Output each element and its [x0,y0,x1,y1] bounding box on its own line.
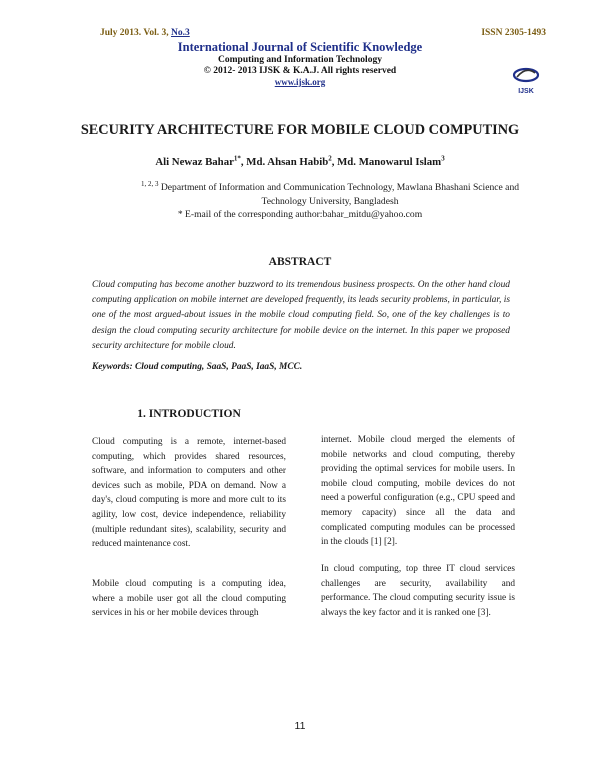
issn: ISSN 2305-1493 [481,28,546,38]
paper-title: SECURITY ARCHITECTURE FOR MOBILE CLOUD COMPUTING [80,122,520,138]
issue-info [100,28,190,38]
page-number: 11 [294,720,306,732]
paragraph [92,577,286,621]
logo-text: IJSK [518,88,534,95]
issue-prefix: July 2013. Vol. 3, [100,28,172,38]
author-1: Ali Newaz Bahar [155,156,234,168]
paragraph [321,433,515,550]
issue-number-link[interactable]: No.3 [171,28,190,38]
affiliation [120,181,540,209]
journal-logo-icon [508,64,544,96]
author-3: , Md. Manowarul Islam [331,156,442,168]
paragraph-text: Cloud computing is a remote, internet-based computing, which provides shared resources, software, and information to computers and other devices such as mobile, PDA on demand. Now a day's, cloud computing is more and more cult to its agility, low cost, device independence, reliability (multiple redundant sites), scalability, security and reduced maintenance cost. [92,437,286,550]
affiliation-marks: 1, 2, 3 [140,179,159,188]
journal-logo [508,64,544,96]
author-2-mark: 2 [328,154,332,163]
corresponding-email: * E-mail of the corresponding author:bahar_mitdu@yahoo.com [177,209,423,220]
paragraph [321,562,515,620]
journal-subtitle: Computing and Information Technology [218,55,382,65]
author-1-mark: 1* [233,154,241,163]
keywords: Keywords: Cloud computing, SaaS, PaaS, IaaS, MCC. [92,362,303,372]
paragraph-text: internet. Mobile cloud merged the elements of mobile networks and cloud computing, thereby providing the optimal services for mobile users. In mobile cloud computing, mobile devices do not need a powerful configuration (e.g., CPU speed and memory capacity) since all the data and complicated computing modules can be processed in the clouds [1] [2]. [321,435,515,548]
author-list [60,156,540,168]
journal-url-link[interactable]: www.ijsk.org [274,77,326,87]
section-heading-introduction: 1. INTRODUCTION [137,408,241,420]
author-2: , Md. Ahsan Habib [240,156,329,168]
abstract-text: Cloud computing has become another buzzword to its tremendous business prospects. On the other hand cloud computing application on mobile internet are developed frequently, its leads security problems, in particular, is one of the most argued-about issues in the mobile cloud computing field. So, one of the key challenges is to design the cloud computing security architecture for mobile device on the internet. In this paper we proposed security architecture for mobile cloud. [92,280,510,351]
paragraph-text: Mobile cloud computing is a computing idea, where a mobile user got all the cloud computing services in his or her mobile devices through [92,579,286,619]
author-3-mark: 3 [441,154,445,163]
paragraph-text: In cloud computing, top three IT cloud services challenges are security, availability and performance. The cloud computing security issue is always the key factor and it is ranked one [3]. [321,564,515,618]
copyright: © 2012- 2013 IJSK & K.A.J. All rights reserved [203,66,397,76]
paragraph [92,435,286,552]
abstract-heading: ABSTRACT [268,256,332,268]
journal-name: International Journal of Scientific Knowledge [177,40,423,54]
affiliation-text: Department of Information and Communication Technology, Mawlana Bhashani Science and Technology University, Bangladesh [158,182,520,207]
